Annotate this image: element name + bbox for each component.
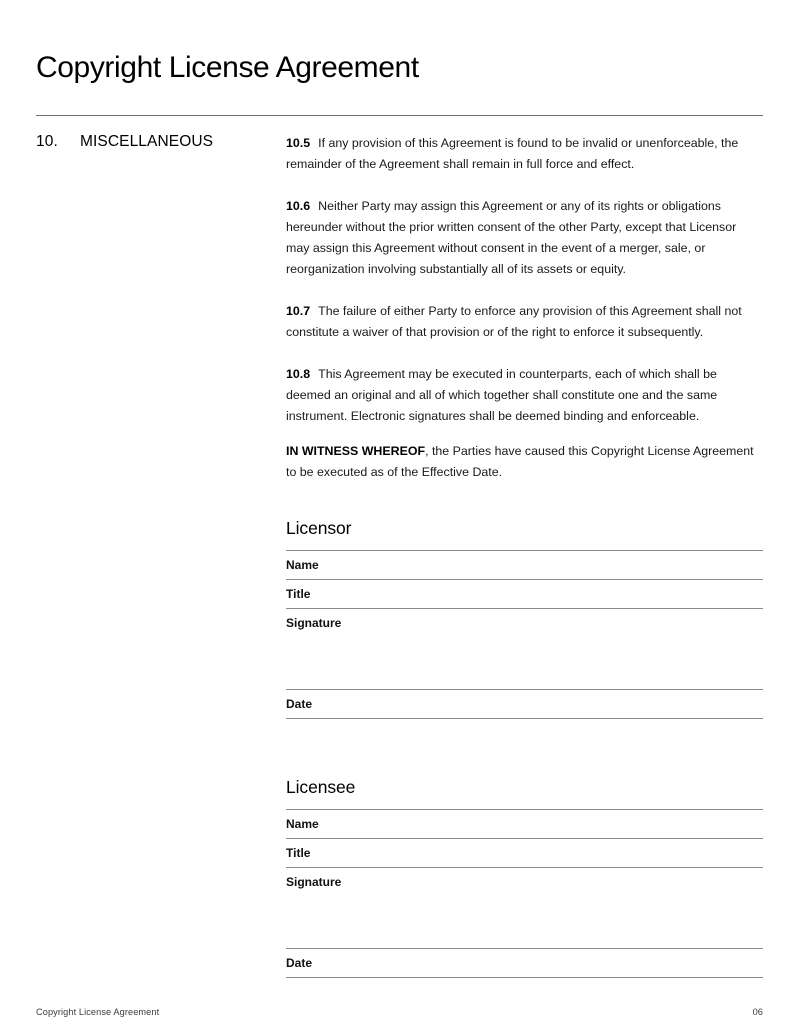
clause-10-6 <box>286 196 763 280</box>
clause-column <box>286 133 763 978</box>
signature-block-licensee <box>286 775 763 978</box>
clause-number: 10.8 <box>286 367 311 381</box>
signature-party-licensee: Licensee <box>286 777 356 797</box>
footer-page-number: 06 <box>752 1007 763 1017</box>
signature-rule <box>286 718 763 719</box>
clause-number: 10.5 <box>286 136 311 150</box>
clause-number: 10.6 <box>286 199 311 213</box>
section-heading-column <box>36 133 266 151</box>
clause-10-5 <box>286 133 763 175</box>
clause-text: The failure of either Party to enforce any provision of this Agreement shall not constitute a waiver of that provision or of the right to enforce it subsequently. <box>286 304 742 339</box>
section-title: MISCELLANEOUS <box>80 133 214 150</box>
witness-text: , the Parties have caused this Copyright License Agreement to be executed as of the Effective Date. <box>286 444 754 479</box>
clause-number: 10.7 <box>286 304 311 318</box>
licensor-title-field[interactable]: Title <box>286 587 311 601</box>
clause-10-8 <box>286 364 763 427</box>
licensee-signature-field[interactable]: Signature <box>286 875 342 889</box>
licensor-date-field[interactable]: Date <box>286 697 313 711</box>
section-heading <box>36 133 266 151</box>
clause-text: Neither Party may assign this Agreement or any of its rights or obligations hereunder without the prior written consent of the other Party, except that Licensor may assign this Agreement without consent in the event of a merger, sale, or reorganization involving substantially all of its assets or equity. <box>286 199 737 276</box>
signature-rule <box>286 977 763 978</box>
clause-10-7 <box>286 301 763 343</box>
clause-text: If any provision of this Agreement is found to be invalid or unenforceable, the remainder of the Agreement shall remain in full force and effect. <box>286 136 739 171</box>
signature-party-licensor: Licensor <box>286 518 352 538</box>
licensee-title-field[interactable]: Title <box>286 846 311 860</box>
page-title: Copyright License Agreement <box>36 51 419 85</box>
licensee-name-field[interactable]: Name <box>286 817 319 831</box>
page-footer <box>36 1007 763 1017</box>
footer-document-name: Copyright License Agreement <box>36 1007 160 1017</box>
header-divider <box>36 115 763 116</box>
signature-block-licensor <box>286 516 763 719</box>
licensor-signature-field[interactable]: Signature <box>286 616 342 630</box>
section-number: 10. <box>36 133 58 150</box>
licensee-date-field[interactable]: Date <box>286 956 313 970</box>
witness-paragraph <box>286 441 763 483</box>
witness-lead: IN WITNESS WHEREOF <box>286 444 426 458</box>
clause-text: This Agreement may be executed in counterparts, each of which shall be deemed an original and all of which together shall constitute one and the same instrument. Electronic signatures shall be deemed binding and enforceable. <box>286 367 718 423</box>
licensor-name-field[interactable]: Name <box>286 558 319 572</box>
